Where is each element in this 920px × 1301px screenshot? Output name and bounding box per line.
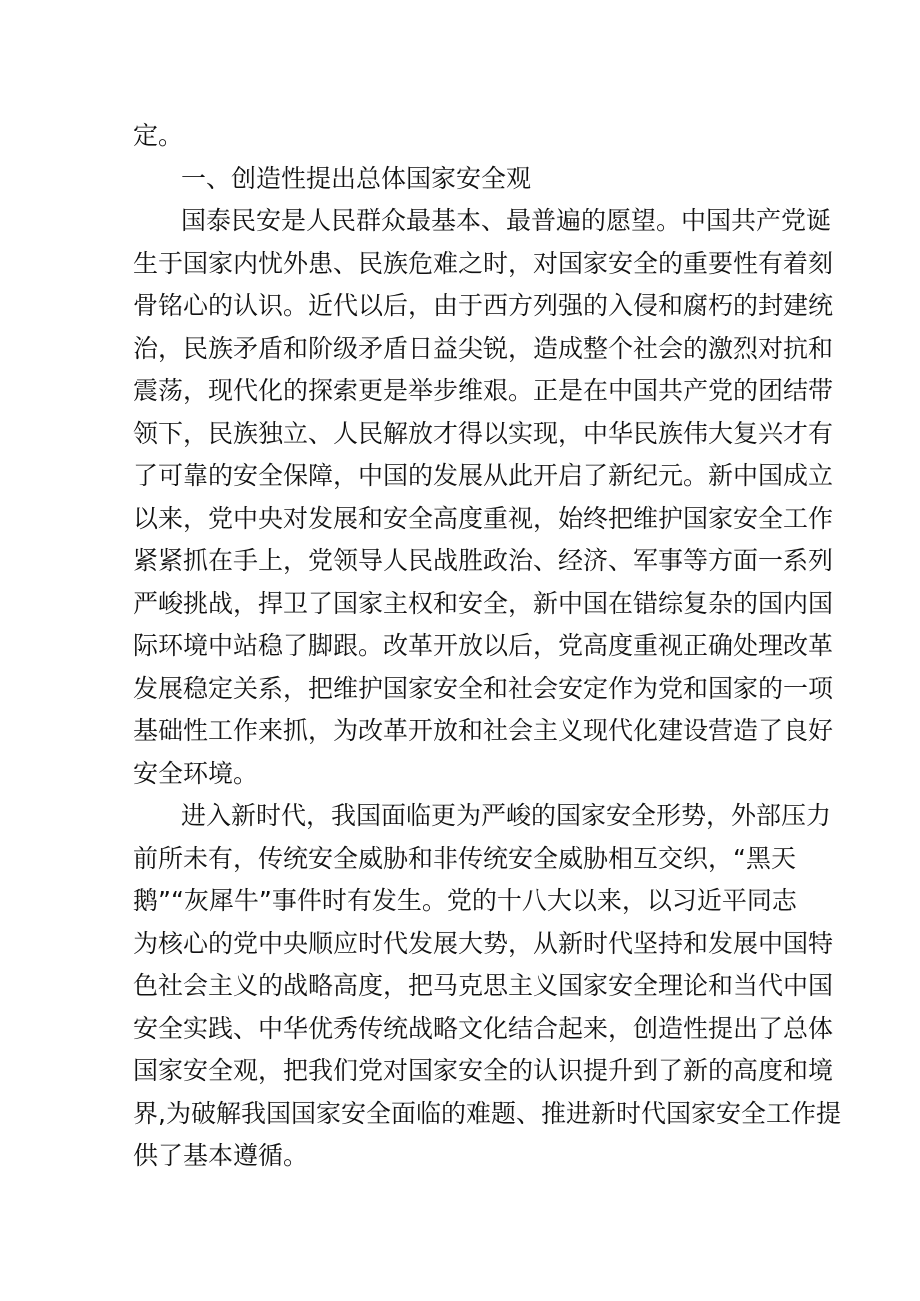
text-line: 震荡，现代化的探索更是举步维艰。正是在中国共产党的团结带: [133, 376, 834, 405]
text-line: 发展稳定关系，把维护国家安全和社会安定作为党和国家的一项: [133, 673, 834, 703]
text-line: 际环境中站稳了脚跟。改革开放以后，党高度重视正确处理改革: [133, 631, 834, 660]
text-line: 安全实践、中华优秀传统战略文化结合起来，创造性提出了总体: [133, 1013, 834, 1043]
section-heading: 一、创造性提出总体国家安全观: [181, 163, 532, 193]
text-line: 前所未有，传统安全威胁和非传统安全威胁相互交织，“黑天: [133, 843, 796, 873]
document-body: [133, 115, 841, 1178]
text-line: 定。: [133, 121, 184, 150]
text-line: 以来，党中央对发展和安全高度重视，始终把维护国家安全工作: [133, 503, 834, 533]
text-line: 鹅”“灰犀牛”事件时有发生。党的十八大以来，以习近平同志: [133, 886, 797, 915]
text-line: 安全环境。: [133, 758, 259, 788]
text-line: 了可靠的安全保障，中国的发展从此开启了新纪元。新中国成立: [133, 461, 834, 490]
text-line: 生于国家内忧外患、民族危难之时，对国家安全的重要性有着刻: [133, 248, 834, 278]
text-line: 紧紧抓在手上，党领导人民战胜政治、经济、军事等方面一系列: [133, 546, 834, 575]
paragraph-first-line: 进入新时代，我国面临更为严峻的国家安全形势，外部压力: [181, 801, 832, 830]
text-line: 基础性工作来抓，为改革开放和社会主义现代化建设营造了良好: [133, 716, 834, 745]
text-line: 供了基本遵循。: [133, 1141, 309, 1170]
text-line: 界,为破解我国国家安全面临的难题、推进新时代国家安全工作提: [133, 1098, 841, 1128]
text-line: 严峻挑战，捍卫了国家主权和安全，新中国在错综复杂的国内国: [133, 588, 834, 618]
paragraph-first-line: 国泰民安是人民群众最基本、最普遍的愿望。中国共产党诞: [181, 206, 832, 235]
text-line: 国家安全观，把我们党对国家安全的认识提升到了新的高度和境: [133, 1056, 834, 1085]
text-line: 领下，民族独立、人民解放才得以实现，中华民族伟大复兴才有: [133, 418, 834, 448]
text-line: 色社会主义的战略高度，把马克思主义国家安全理论和当代中国: [133, 971, 834, 1000]
text-line: 治，民族矛盾和阶级矛盾日益尖锐，造成整个社会的激烈对抗和: [133, 333, 834, 363]
text-line: 骨铭心的认识。近代以后，由于西方列强的入侵和腐朽的封建统: [133, 291, 834, 320]
text-line: 为核心的党中央顺应时代发展大势，从新时代坚持和发展中国特: [133, 928, 834, 958]
